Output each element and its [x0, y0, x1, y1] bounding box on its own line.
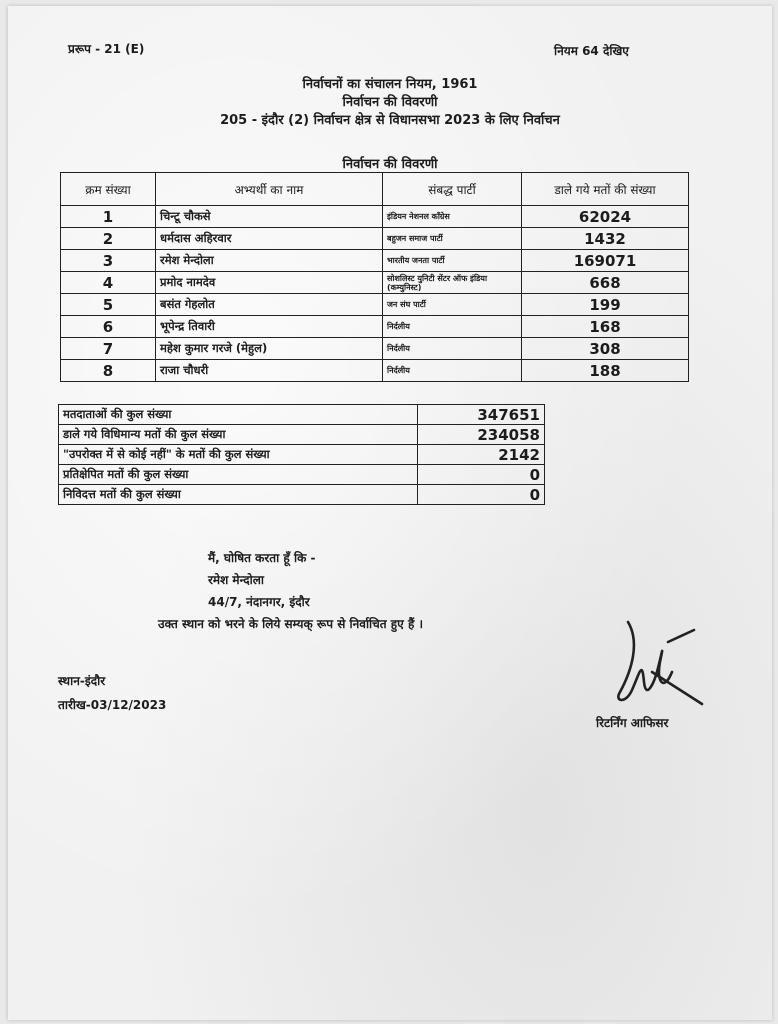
cell-name: रमेश मेन्दोला	[156, 250, 383, 272]
heading-constituency: 205 - इंदौर (2) निर्वाचन क्षेत्र से विधानसभा 2023 के लिए निर्वाचन	[220, 113, 560, 128]
table-title: निर्वाचन की विवरणी	[342, 157, 438, 172]
totals-table	[58, 404, 545, 505]
cell-serial: 6	[61, 316, 156, 338]
col-party: संबद्ध पार्टी	[383, 173, 522, 206]
col-name: अभ्यर्थी का नाम	[156, 173, 383, 206]
total-value: 347651	[418, 405, 545, 425]
total-value: 0	[418, 465, 545, 485]
cell-party: इंडियन नेशनल काँग्रेस	[383, 206, 522, 228]
totals-row	[59, 485, 545, 505]
declaration-intro: मैं, घोषित करता हूँ कि -	[208, 551, 316, 565]
heading-rules: निर्वाचनों का संचालन नियम, 1961	[302, 77, 478, 92]
cell-name: धर्मदास अहिरवार	[156, 228, 383, 250]
cell-serial: 8	[61, 360, 156, 382]
totals-row	[59, 425, 545, 445]
table-row	[61, 360, 689, 382]
cell-serial: 1	[61, 206, 156, 228]
date: तारीख-03/12/2023	[58, 698, 167, 712]
cell-votes: 188	[522, 360, 689, 382]
cell-name: महेश कुमार गरजे (मेहुल)	[156, 338, 383, 360]
total-label: निविदत्त मतों की कुल संख्या	[59, 485, 418, 505]
table-row	[61, 250, 689, 272]
cell-party: निर्दलीय	[383, 360, 522, 382]
cell-party: बहुजन समाज पार्टी	[383, 228, 522, 250]
totals-row	[59, 445, 545, 465]
cell-serial: 7	[61, 338, 156, 360]
table-header-row	[61, 173, 689, 206]
col-serial: क्रम संख्या	[61, 173, 156, 206]
totals-row	[59, 465, 545, 485]
cell-party: जन संघ पार्टी	[383, 294, 522, 316]
candidates-table	[60, 172, 689, 382]
total-value: 2142	[418, 445, 545, 465]
cell-votes: 199	[522, 294, 689, 316]
cell-party: निर्दलीय	[383, 338, 522, 360]
total-label: "उपरोक्त में से कोई नहीं" के मतों की कुल संख्या	[59, 445, 418, 465]
cell-party: सोशलिस्ट युनिटी सेंटर ऑफ इंडिया (कम्युनिस्ट)	[383, 272, 522, 294]
cell-party: निर्दलीय	[383, 316, 522, 338]
total-label: डाले गये विधिमान्य मतों की कुल संख्या	[59, 425, 418, 445]
cell-votes: 168	[522, 316, 689, 338]
declaration-statement: उक्त स्थान को भरने के लिये सम्यक् रूप से निर्वाचित हुए हैं ।	[158, 617, 424, 631]
table-row	[61, 272, 689, 294]
signature-graphic	[598, 612, 708, 710]
cell-serial: 2	[61, 228, 156, 250]
place: स्थान-इंदौर	[58, 674, 106, 688]
table-row	[61, 294, 689, 316]
heading-return: निर्वाचन की विवरणी	[342, 95, 438, 110]
cell-votes: 169071	[522, 250, 689, 272]
cell-votes: 62024	[522, 206, 689, 228]
table-row	[61, 316, 689, 338]
cell-name: राजा चौधरी	[156, 360, 383, 382]
rule-reference: नियम 64 देखिए	[554, 44, 629, 58]
cell-name: चिन्टू चौकसे	[156, 206, 383, 228]
cell-name: प्रमोद नामदेव	[156, 272, 383, 294]
elected-candidate-name: रमेश मेन्दोला	[208, 573, 265, 587]
cell-serial: 5	[61, 294, 156, 316]
document-page	[8, 6, 772, 1020]
total-value: 0	[418, 485, 545, 505]
cell-votes: 668	[522, 272, 689, 294]
cell-votes: 1432	[522, 228, 689, 250]
cell-name: भूपेन्द्र तिवारी	[156, 316, 383, 338]
total-label: प्रतिक्षेपित मतों की कुल संख्या	[59, 465, 418, 485]
total-label: मतदाताओं की कुल संख्या	[59, 405, 418, 425]
cell-name: बसंत गेहलोत	[156, 294, 383, 316]
table-row	[61, 338, 689, 360]
total-value: 234058	[418, 425, 545, 445]
cell-votes: 308	[522, 338, 689, 360]
cell-serial: 4	[61, 272, 156, 294]
table-row	[61, 206, 689, 228]
elected-candidate-address: 44/7, नंदानगर, इंदौर	[208, 595, 310, 609]
cell-serial: 3	[61, 250, 156, 272]
signatory-title: रिटर्निंग आफिसर	[596, 716, 669, 730]
col-votes: डाले गये मतों की संख्या	[522, 173, 689, 206]
form-label: प्ररूप - 21 (E)	[68, 42, 145, 56]
totals-row	[59, 405, 545, 425]
cell-party: भारतीय जनता पार्टी	[383, 250, 522, 272]
table-row	[61, 228, 689, 250]
